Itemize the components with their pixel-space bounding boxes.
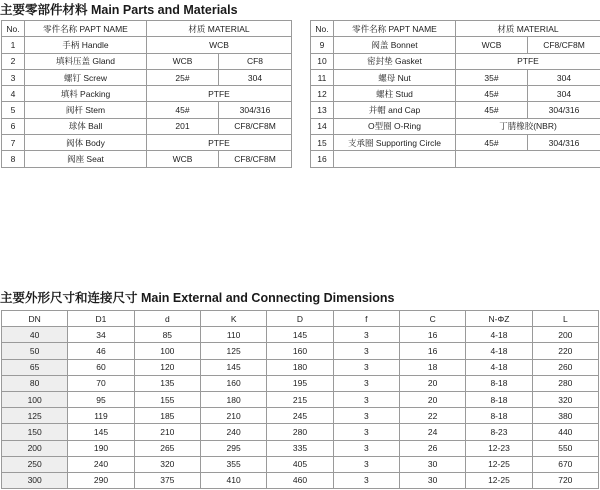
table-row <box>311 86 600 102</box>
dims-dn-cell: 50 <box>2 343 68 359</box>
part-no: 10 <box>311 53 334 69</box>
table-row <box>311 37 600 53</box>
header-no: No. <box>311 21 334 37</box>
part-no: 13 <box>311 102 334 118</box>
dims-cell: 550 <box>532 440 598 456</box>
dims-cell: 60 <box>68 359 134 375</box>
part-name: 阀盖 Bonnet <box>334 37 456 53</box>
dims-cell: 46 <box>68 343 134 359</box>
table-row <box>2 118 292 134</box>
dims-cell: 290 <box>68 472 134 488</box>
dims-dn-cell: 65 <box>2 359 68 375</box>
dims-cell: 215 <box>267 391 333 407</box>
dims-header-cell: D1 <box>68 311 134 327</box>
table-row <box>2 408 599 424</box>
part-name: 手柄 Handle <box>25 37 147 53</box>
table-row <box>2 343 599 359</box>
dims-cell: 3 <box>333 408 399 424</box>
dims-cell: 375 <box>134 472 200 488</box>
part-no: 5 <box>2 102 25 118</box>
dims-cell: 160 <box>200 375 266 391</box>
table-row <box>2 456 599 472</box>
part-material <box>456 151 600 167</box>
dims-header-cell: D <box>267 311 333 327</box>
dims-cell: 20 <box>399 391 465 407</box>
part-material-1: 45# <box>147 102 219 118</box>
part-no: 15 <box>311 135 334 151</box>
dims-cell: 4-18 <box>466 343 532 359</box>
table-row <box>2 424 599 440</box>
dims-cell: 100 <box>134 343 200 359</box>
dims-cell: 3 <box>333 440 399 456</box>
dims-cell: 405 <box>267 456 333 472</box>
part-material-2: 304/316 <box>219 102 292 118</box>
dims-cell: 265 <box>134 440 200 456</box>
dims-cell: 26 <box>399 440 465 456</box>
table-row <box>311 53 600 69</box>
dims-cell: 280 <box>267 424 333 440</box>
part-material-2: 304/316 <box>528 102 600 118</box>
dims-cell: 135 <box>134 375 200 391</box>
dims-cell: 295 <box>200 440 266 456</box>
dims-cell: 85 <box>134 327 200 343</box>
header-name: 零件名称 PAPT NAME <box>334 21 456 37</box>
part-no: 9 <box>311 37 334 53</box>
dims-cell: 24 <box>399 424 465 440</box>
dims-header-cell: L <box>532 311 598 327</box>
dims-cell: 4-18 <box>466 359 532 375</box>
part-no: 14 <box>311 118 334 134</box>
dims-header-cell: N-ΦZ <box>466 311 532 327</box>
part-material-1: WCB <box>147 151 219 167</box>
part-name: 支承圈 Supporting Circle <box>334 135 456 151</box>
dims-dn-cell: 150 <box>2 424 68 440</box>
dims-dn-cell: 80 <box>2 375 68 391</box>
dims-cell: 460 <box>267 472 333 488</box>
part-no: 3 <box>2 69 25 85</box>
dims-cell: 125 <box>200 343 266 359</box>
part-no: 7 <box>2 135 25 151</box>
dims-cell: 180 <box>200 391 266 407</box>
dims-cell: 190 <box>68 440 134 456</box>
part-material-1: 35# <box>456 69 528 85</box>
part-name: 螺钉 Screw <box>25 69 147 85</box>
part-name <box>334 151 456 167</box>
dims-cell: 70 <box>68 375 134 391</box>
header-material: 材质 MATERIAL <box>456 21 600 37</box>
part-name: 密封垫 Gasket <box>334 53 456 69</box>
dims-cell: 12-25 <box>466 456 532 472</box>
dims-cell: 155 <box>134 391 200 407</box>
dims-cell: 30 <box>399 472 465 488</box>
table-row <box>2 86 292 102</box>
part-no: 4 <box>2 86 25 102</box>
dims-cell: 180 <box>267 359 333 375</box>
part-no: 12 <box>311 86 334 102</box>
header-name: 零件名称 PAPT NAME <box>25 21 147 37</box>
dims-cell: 3 <box>333 391 399 407</box>
dims-cell: 440 <box>532 424 598 440</box>
dims-cell: 670 <box>532 456 598 472</box>
dims-header-cell: DN <box>2 311 68 327</box>
part-material: PTFE <box>456 53 600 69</box>
dims-header-cell: K <box>200 311 266 327</box>
dims-cell: 380 <box>532 408 598 424</box>
dims-cell: 185 <box>134 408 200 424</box>
part-material-1: 201 <box>147 118 219 134</box>
part-material: PTFE <box>147 135 292 151</box>
table-row <box>311 151 600 167</box>
dims-cell: 720 <box>532 472 598 488</box>
part-no: 6 <box>2 118 25 134</box>
part-material-2: 304 <box>528 86 600 102</box>
part-no: 2 <box>2 53 25 69</box>
part-name: 填料压盖 Gland <box>25 53 147 69</box>
parts-title: 主要零部件材料 Main Parts and Materials <box>0 3 238 17</box>
part-no: 1 <box>2 37 25 53</box>
parts-table-left <box>1 20 292 168</box>
dims-cell: 355 <box>200 456 266 472</box>
table-row <box>311 69 600 85</box>
part-no: 11 <box>311 69 334 85</box>
table-row <box>2 69 292 85</box>
table-row <box>2 440 599 456</box>
part-material-2: CF8/CF8M <box>528 37 600 53</box>
part-material-2: CF8 <box>219 53 292 69</box>
part-name: O型圈 O-Ring <box>334 118 456 134</box>
part-name: 螺柱 Stud <box>334 86 456 102</box>
part-material-1: 45# <box>456 86 528 102</box>
part-no: 16 <box>311 151 334 167</box>
dims-cell: 3 <box>333 327 399 343</box>
dims-cell: 30 <box>399 456 465 472</box>
dims-cell: 210 <box>200 408 266 424</box>
part-name: 阀体 Body <box>25 135 147 151</box>
parts-table-right <box>310 20 600 168</box>
dims-cell: 145 <box>267 327 333 343</box>
parts-header-row <box>311 21 600 37</box>
part-name: 螺母 Nut <box>334 69 456 85</box>
dims-cell: 245 <box>267 408 333 424</box>
table-row <box>2 472 599 488</box>
dims-cell: 119 <box>68 408 134 424</box>
dims-cell: 145 <box>200 359 266 375</box>
dims-cell: 160 <box>267 343 333 359</box>
table-row <box>311 102 600 118</box>
table-row <box>311 135 600 151</box>
dims-cell: 145 <box>68 424 134 440</box>
table-row <box>311 118 600 134</box>
dims-dn-cell: 100 <box>2 391 68 407</box>
dims-cell: 260 <box>532 359 598 375</box>
dims-cell: 110 <box>200 327 266 343</box>
dims-dn-cell: 300 <box>2 472 68 488</box>
part-no: 8 <box>2 151 25 167</box>
dims-cell: 195 <box>267 375 333 391</box>
table-row <box>2 53 292 69</box>
dims-cell: 320 <box>134 456 200 472</box>
part-material-1: WCB <box>456 37 528 53</box>
dims-cell: 335 <box>267 440 333 456</box>
dims-cell: 3 <box>333 456 399 472</box>
table-row <box>2 102 292 118</box>
header-no: No. <box>2 21 25 37</box>
part-name: 球体 Ball <box>25 118 147 134</box>
table-row <box>2 391 599 407</box>
table-row <box>2 375 599 391</box>
part-material-1: 45# <box>456 102 528 118</box>
dims-cell: 16 <box>399 327 465 343</box>
part-material-2: CF8/CF8M <box>219 118 292 134</box>
dims-cell: 8-23 <box>466 424 532 440</box>
dims-cell: 240 <box>68 456 134 472</box>
dimensions-table <box>1 310 599 489</box>
dims-cell: 34 <box>68 327 134 343</box>
dims-cell: 120 <box>134 359 200 375</box>
part-material: 丁腈橡胶(NBR) <box>456 118 600 134</box>
dims-cell: 22 <box>399 408 465 424</box>
part-material: WCB <box>147 37 292 53</box>
dims-cell: 280 <box>532 375 598 391</box>
part-material-2: CF8/CF8M <box>219 151 292 167</box>
dims-cell: 210 <box>134 424 200 440</box>
dims-cell: 12-23 <box>466 440 532 456</box>
dims-dn-cell: 125 <box>2 408 68 424</box>
part-name: 填料 Packing <box>25 86 147 102</box>
dims-cell: 3 <box>333 375 399 391</box>
dims-cell: 240 <box>200 424 266 440</box>
dims-title: 主要外形尺寸和连接尺寸 Main External and Connecting Dimensions <box>0 291 395 305</box>
table-row <box>2 135 292 151</box>
dims-dn-cell: 40 <box>2 327 68 343</box>
part-material-1: WCB <box>147 53 219 69</box>
part-material-1: 25# <box>147 69 219 85</box>
dims-dn-cell: 200 <box>2 440 68 456</box>
dims-header-cell: d <box>134 311 200 327</box>
dims-cell: 16 <box>399 343 465 359</box>
dims-cell: 95 <box>68 391 134 407</box>
part-material-1: 45# <box>456 135 528 151</box>
dims-cell: 8-18 <box>466 391 532 407</box>
part-material: PTFE <box>147 86 292 102</box>
dims-cell: 410 <box>200 472 266 488</box>
part-material-2: 304/316 <box>528 135 600 151</box>
part-name: 阀杆 Stem <box>25 102 147 118</box>
table-row <box>2 151 292 167</box>
dims-cell: 4-18 <box>466 327 532 343</box>
dims-header-row <box>2 311 599 327</box>
dims-cell: 3 <box>333 424 399 440</box>
dims-cell: 220 <box>532 343 598 359</box>
part-material-2: 304 <box>219 69 292 85</box>
dims-cell: 8-18 <box>466 375 532 391</box>
parts-header-row <box>2 21 292 37</box>
dims-cell: 320 <box>532 391 598 407</box>
dims-cell: 3 <box>333 472 399 488</box>
dims-header-cell: C <box>399 311 465 327</box>
dims-cell: 8-18 <box>466 408 532 424</box>
dims-header-cell: f <box>333 311 399 327</box>
dims-cell: 18 <box>399 359 465 375</box>
dims-cell: 3 <box>333 343 399 359</box>
part-name: 阀座 Seat <box>25 151 147 167</box>
dims-dn-cell: 250 <box>2 456 68 472</box>
part-material-2: 304 <box>528 69 600 85</box>
header-material: 材质 MATERIAL <box>147 21 292 37</box>
dims-cell: 12-25 <box>466 472 532 488</box>
table-row <box>2 327 599 343</box>
table-row <box>2 359 599 375</box>
table-row <box>2 37 292 53</box>
dims-cell: 200 <box>532 327 598 343</box>
part-name: 并帽 and Cap <box>334 102 456 118</box>
dims-cell: 3 <box>333 359 399 375</box>
dims-cell: 20 <box>399 375 465 391</box>
